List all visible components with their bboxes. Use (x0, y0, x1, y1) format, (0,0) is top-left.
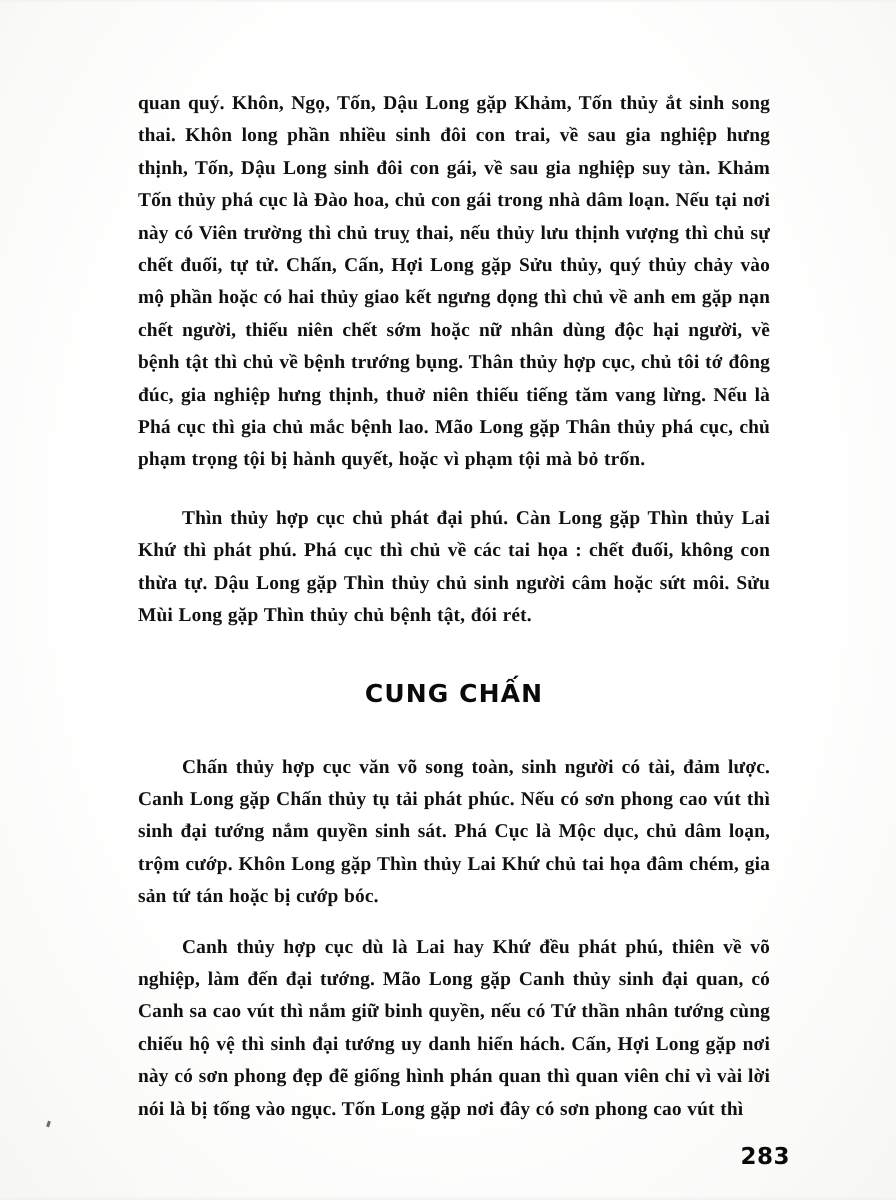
scan-edge-bottom (0, 1196, 896, 1200)
paragraph-spacer (138, 914, 770, 932)
body-paragraph-3: Chấn thủy hợp cục văn võ song toàn, sinh người có tài, đảm lược. Canh Long gặp Chấn thủy tụ tải phát phúc. Nếu có sơn phong cao vút thì sinh đại tướng nắm quyền sinh sát. Phá Cục là Mộc dục, chủ dâm loạn, trộm cướp. Khôn Long gặp Thìn thủy Lai Khứ chủ tai họa đâm chém, gia sản tứ tán hoặc bị cướp bóc. (138, 756, 770, 908)
text-column (138, 88, 770, 1126)
paragraph-spacer (138, 477, 770, 503)
body-paragraph-4: Canh thủy hợp cục dù là Lai hay Khứ đều phát phú, thiên về võ nghiệp, làm đến đại tướng. Mão Long gặp Canh thủy sinh đại quan, có Canh sa cao vút thì nắm giữ binh quyền, nếu có Tứ thần nhân tướng cùng chiếu hộ vệ thì sinh đại tướng uy danh hiển hách. Cấn, Hợi Long gặp nơi này có sơn phong đẹp đẽ giống hình phán quan thì quan viên chỉ vì vài lời nói là bị tống vào ngục. Tốn Long gặp nơi đây có sơn phong cao vút thì (138, 936, 770, 1120)
section-heading: CUNG CHẤN (364, 678, 544, 708)
body-paragraph-1: quan quý. Khôn, Ngọ, Tốn, Dậu Long gặp Khảm, Tốn thủy ắt sinh song thai. Khôn long phần nhiều sinh đôi con trai, về sau gia nghiệp hưng thịnh, Tốn, Dậu Long sinh đôi con gái, về sau gia nghiệp suy tàn. Khảm Tốn thủy phá cục là Đào hoa, chủ con gái trong nhà dâm loạn. Nếu tại nơi này có Viên trường thì chủ truỵ thai, nếu thủy lưu thịnh vượng thì chủ sự chết đuối, tự tử. Chấn, Cấn, Hợi Long gặp Sửu thủy, quý thủy chảy vào mộ phần hoặc có hai thủy giao kết ngưng dọng thì chủ về anh em gặp nạn chết người, thiếu niên chết sớm hoặc nữ nhân dùng độc hại người, về bệnh tật thì chủ về bệnh trướng bụng. Thân thủy hợp cục, chủ tôi tớ đông đúc, gia nghiệp hưng thịnh, thuở niên thiếu tiếng tăm vang lừng. Nếu là Phá cục thì gia chủ mắc bệnh lao. Mão Long gặp Thân thủy phá cục, chủ phạm trọng tội bị hành quyết, hoặc vì phạm tội mà bỏ trốn. (138, 93, 770, 471)
scan-edge-top (0, 0, 896, 3)
page-number: 283 (740, 1144, 790, 1170)
body-paragraph-2: Thìn thủy hợp cục chủ phát đại phú. Càn Long gặp Thìn thủy Lai Khứ thì phát phú. Phá cục thì chủ về các tai họa : chết đuối, không con thừa tự. Dậu Long gặp Thìn thủy chủ sinh người câm hoặc sứt môi. Sửu Mùi Long gặp Thìn thủy chủ bệnh tật, đói rét. (138, 507, 770, 627)
